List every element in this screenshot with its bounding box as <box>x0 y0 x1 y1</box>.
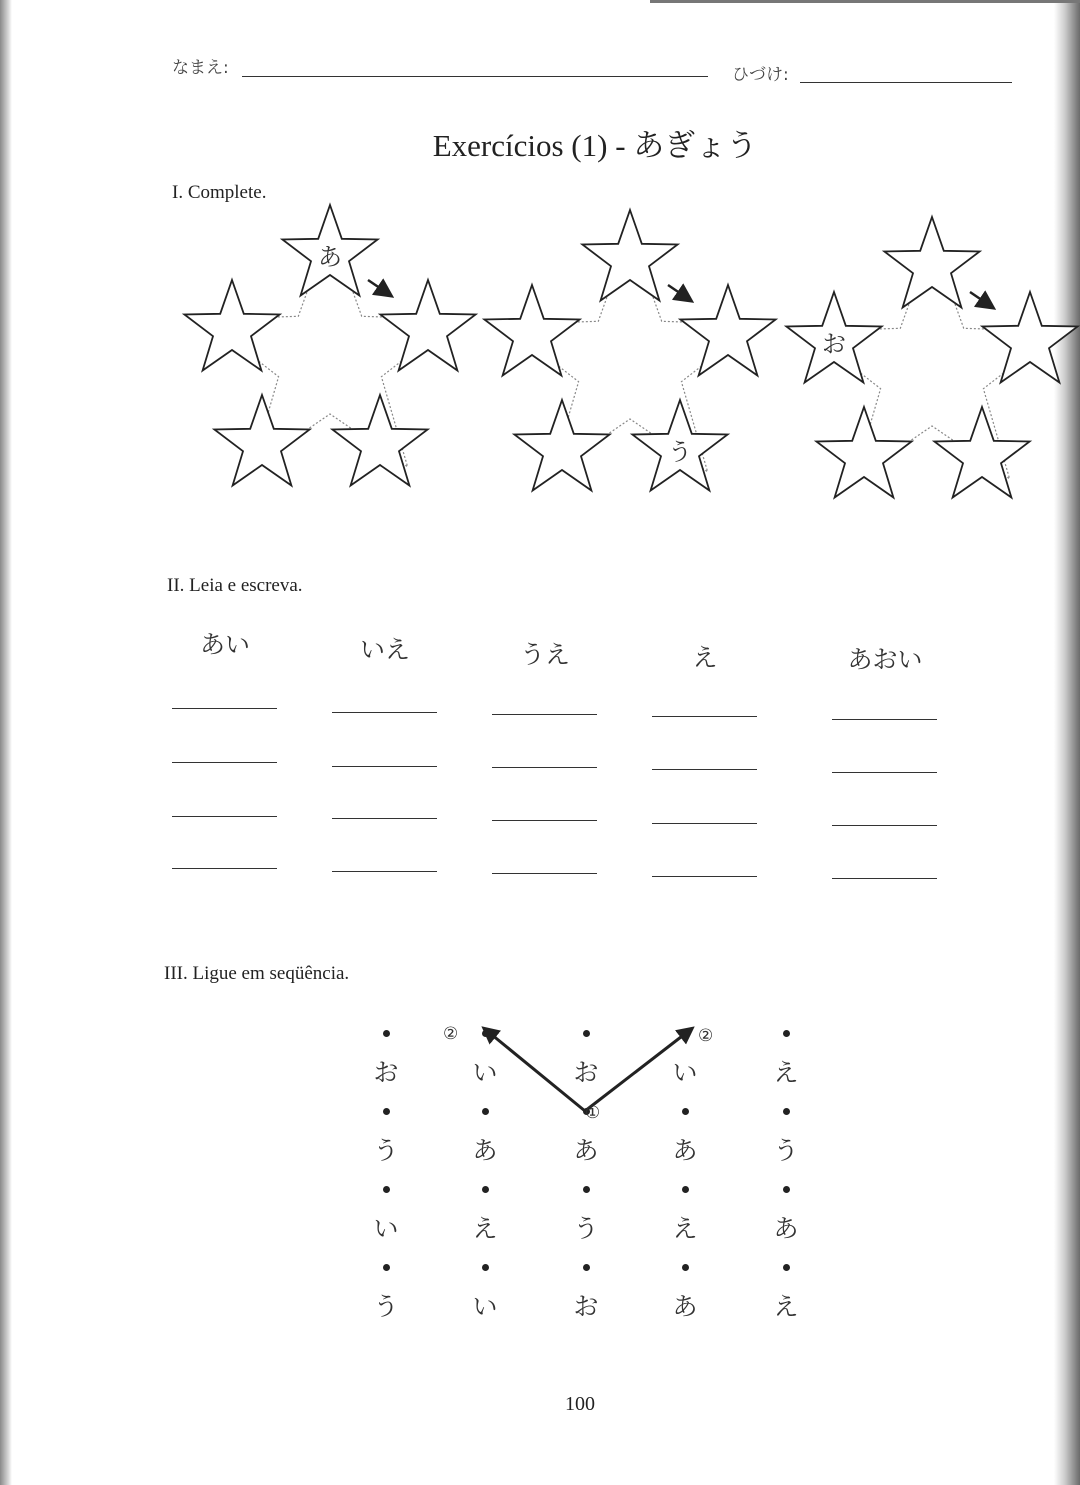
connect-dot[interactable] <box>383 1030 390 1037</box>
writing-line[interactable] <box>332 871 437 872</box>
star-box-left[interactable] <box>184 280 279 371</box>
writing-line[interactable] <box>652 876 757 877</box>
star-box-right[interactable] <box>380 280 475 371</box>
reading-word: うえ <box>519 640 570 669</box>
star-box-bottom-right[interactable] <box>332 395 427 486</box>
star-box-bottom-left[interactable] <box>514 400 609 491</box>
connect-dot[interactable] <box>783 1030 790 1037</box>
kana-cell: い <box>672 1058 698 1087</box>
step-2-left-marker: ② <box>443 1024 459 1044</box>
kana-cell: え <box>672 1214 698 1243</box>
star-kana-label: あ <box>318 243 342 271</box>
kana-cell: あ <box>672 1136 698 1165</box>
order-arrow <box>368 280 390 295</box>
writing-line[interactable] <box>492 873 597 874</box>
kana-cell: う <box>373 1292 399 1321</box>
connect-dot[interactable] <box>682 1264 689 1271</box>
connect-dot[interactable] <box>383 1108 390 1115</box>
order-arrow <box>970 292 992 307</box>
kana-cell: い <box>373 1214 399 1243</box>
star-group-3 <box>786 217 1077 498</box>
star-box-bottom-right[interactable] <box>934 407 1029 498</box>
connect-dot[interactable] <box>682 1108 689 1115</box>
step-1-marker: ① <box>585 1103 601 1123</box>
writing-line[interactable] <box>832 825 937 826</box>
section-1-label: I. Complete. <box>172 182 267 203</box>
connect-dot[interactable] <box>583 1030 590 1037</box>
writing-line[interactable] <box>652 823 757 824</box>
writing-line[interactable] <box>832 878 937 879</box>
connect-dot[interactable] <box>583 1264 590 1271</box>
kana-cell: あ <box>773 1214 799 1243</box>
connect-dot[interactable] <box>682 1186 689 1193</box>
connect-dot[interactable] <box>482 1264 489 1271</box>
connect-dot[interactable] <box>783 1108 790 1115</box>
kana-cell: あ <box>472 1136 498 1165</box>
writing-line[interactable] <box>492 714 597 715</box>
star-exercise <box>0 195 1080 515</box>
name-label: なまえ: <box>172 58 229 78</box>
star-kana-label: お <box>822 330 846 358</box>
name-field[interactable] <box>242 76 708 77</box>
connect-dot[interactable] <box>482 1108 489 1115</box>
star-group-2 <box>484 210 775 491</box>
kana-cell: う <box>773 1136 799 1165</box>
writing-line[interactable] <box>172 762 277 763</box>
kana-cell: う <box>573 1214 599 1243</box>
star-box-left[interactable] <box>484 285 579 376</box>
connect-dot[interactable] <box>783 1264 790 1271</box>
star-box-right[interactable] <box>982 292 1077 383</box>
kana-cell: え <box>472 1214 498 1243</box>
writing-line[interactable] <box>172 708 277 709</box>
kana-cell: え <box>773 1292 799 1321</box>
star-group-1 <box>184 205 475 486</box>
writing-line[interactable] <box>652 769 757 770</box>
kana-cell: お <box>373 1058 399 1087</box>
star-box-bottom-left[interactable] <box>816 407 911 498</box>
kana-cell: い <box>472 1058 498 1087</box>
connect-dot[interactable] <box>482 1186 489 1193</box>
reading-word: あおい <box>847 645 923 674</box>
date-label: ひづけ: <box>732 65 789 85</box>
kana-cell: お <box>573 1058 599 1087</box>
sequence-arrows <box>0 1000 1080 1140</box>
kana-cell: う <box>373 1136 399 1165</box>
order-arrow <box>668 285 690 300</box>
kana-cell: あ <box>672 1292 698 1321</box>
star-box-top[interactable] <box>884 217 979 308</box>
star-box-bottom-left[interactable] <box>214 395 309 486</box>
writing-line[interactable] <box>332 766 437 767</box>
section-3-label: III. Ligue em seqüência. <box>164 963 350 984</box>
writing-line[interactable] <box>492 820 597 821</box>
star-box-top[interactable] <box>582 210 677 301</box>
date-field[interactable] <box>800 82 1012 83</box>
page-edge-top <box>650 0 1080 3</box>
page-title: Exercícios (1) - あぎょう <box>432 128 758 163</box>
connect-dot[interactable] <box>682 1030 689 1037</box>
connect-dot[interactable] <box>783 1186 790 1193</box>
star-kana-label: う <box>668 438 692 466</box>
step-2-right-marker: ② <box>698 1026 714 1046</box>
writing-line[interactable] <box>652 716 757 717</box>
page-number: 100 <box>565 1393 595 1415</box>
writing-line[interactable] <box>172 868 277 869</box>
kana-cell: い <box>472 1292 498 1321</box>
connect-dot[interactable] <box>583 1186 590 1193</box>
writing-line[interactable] <box>172 816 277 817</box>
reading-word: あい <box>199 630 250 659</box>
writing-line[interactable] <box>832 719 937 720</box>
writing-line[interactable] <box>332 818 437 819</box>
reading-word: いえ <box>359 635 410 664</box>
connect-dot[interactable] <box>383 1186 390 1193</box>
writing-line[interactable] <box>492 767 597 768</box>
connect-dot[interactable] <box>383 1264 390 1271</box>
writing-line[interactable] <box>832 772 937 773</box>
reading-word: え <box>692 643 718 672</box>
kana-cell: え <box>773 1058 799 1087</box>
connect-dot[interactable] <box>482 1030 489 1037</box>
writing-line[interactable] <box>332 712 437 713</box>
section-2-label: II. Leia e escreva. <box>167 575 303 596</box>
kana-cell: お <box>573 1292 599 1321</box>
kana-cell: あ <box>573 1136 599 1165</box>
star-box-right[interactable] <box>680 285 775 376</box>
